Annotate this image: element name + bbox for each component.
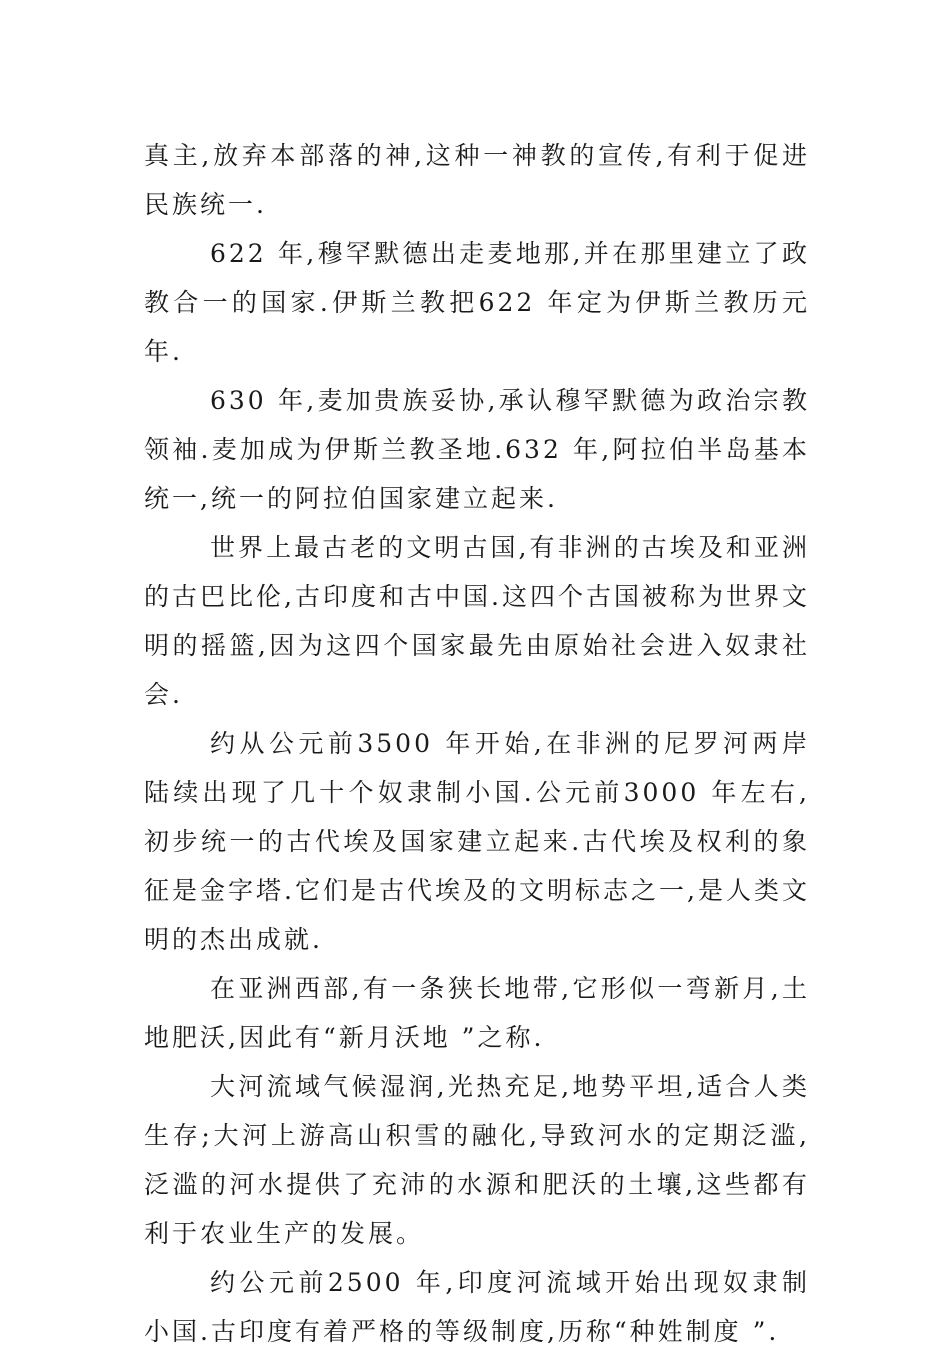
paragraph: 约从公元前3500 年开始,在非洲的尼罗河两岸陆续出现了几十个奴隶制小国.公元前3000 年左右,初步统一的古代埃及国家建立起来.古代埃及权利的象征是金字塔.它们是古代埃及的文明标志之一,是人类文明的杰出成就. (144, 729, 810, 954)
paragraph: 约公元前2500 年,印度河流域开始出现奴隶制小国.古印度有着严格的等级制度,历称“种姓制度 ”. (144, 1268, 810, 1346)
paragraph: 大河流域气候湿润,光热充足,地势平坦,适合人类生存;大河上游高山积雪的融化,导致河水的定期泛滥,泛滥的河水提供了充沛的水源和肥沃的土壤,这些都有利于农业生产的发展。 (144, 1072, 810, 1248)
document-body (144, 131, 810, 1356)
paragraph: 622 年,穆罕默德出走麦地那,并在那里建立了政教合一的国家.伊斯兰教把622 年定为伊斯兰教历元年. (144, 239, 810, 366)
paragraph-continued: 真主,放弃本部落的神,这种一神教的宣传,有利于促进民族统一. (144, 141, 810, 219)
paragraph: 世界上最古老的文明古国,有非洲的古埃及和亚洲的古巴比伦,古印度和古中国.这四个古国被称为世界文明的摇篮,因为这四个国家最先由原始社会进入奴隶社会. (144, 533, 810, 709)
paragraph: 在亚洲西部,有一条狭长地带,它形似一弯新月,土地肥沃,因此有“新月沃地 ”之称. (144, 974, 810, 1052)
paragraph: 630 年,麦加贵族妥协,承认穆罕默德为政治宗教领袖.麦加成为伊斯兰教圣地.632 年,阿拉伯半岛基本统一,统一的阿拉伯国家建立起来. (144, 386, 810, 513)
